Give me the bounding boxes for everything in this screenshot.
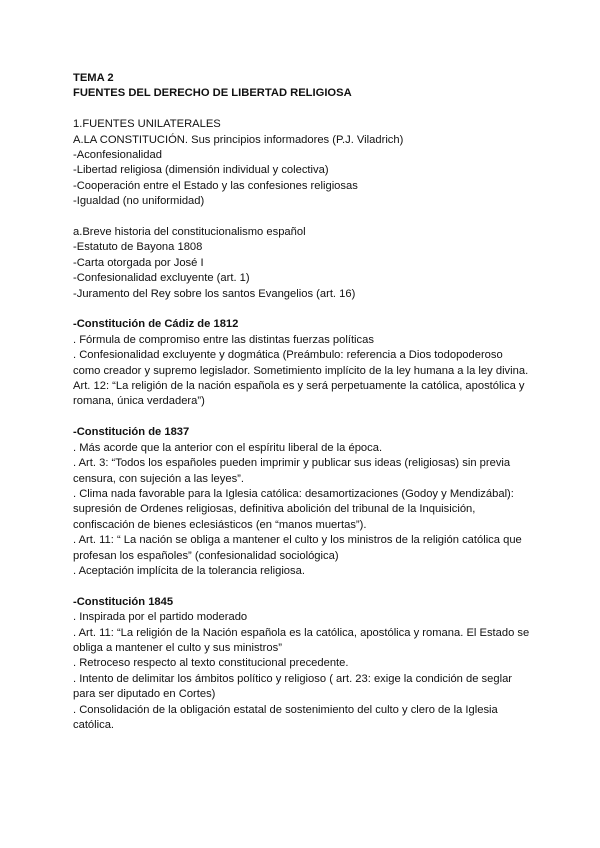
- list-item: -Aconfesionalidad: [73, 149, 162, 162]
- paragraph-line: . Fórmula de compromiso entre las distintas fuerzas políticas: [73, 333, 374, 346]
- paragraph-line: Art. 12: “La religión de la nación española es y será perpetuamente la católica, apostólica y: [73, 380, 525, 393]
- paragraph-line: . Confesionalidad excluyente y dogmática (Preámbulo: referencia a Dios todopoderoso: [73, 349, 503, 362]
- list-item: -Igualdad (no uniformidad): [73, 195, 205, 208]
- list-item: -Cooperación entre el Estado y las confesiones religiosas: [73, 179, 358, 192]
- cadiz-heading: -Constitución de Cádiz de 1812: [73, 318, 239, 331]
- paragraph-line: para ser diputado en Cortes): [73, 688, 216, 701]
- tema-label: TEMA 2: [73, 72, 114, 84]
- history-heading: a.Breve historia del constitucionalismo español: [73, 226, 306, 239]
- paragraph-line: católica.: [73, 718, 115, 731]
- list-item: -Confesionalidad excluyente (art. 1): [73, 272, 250, 285]
- paragraph-line: . Aceptación implícita de la tolerancia religiosa.: [73, 564, 305, 577]
- paragraph-line: obliga a mantener el culto y sus ministros”: [73, 641, 282, 654]
- paragraph-line: . Art. 11: “La religión de la Nación española es la católica, apostólica y romana. El Estado se: [73, 626, 530, 639]
- list-item: -Libertad religiosa (dimensión individual y colectiva): [73, 164, 329, 177]
- paragraph-line: . Más acorde que la anterior con el espíritu liberal de la época.: [73, 441, 383, 454]
- paragraph-line: como creador y supremo legislador. Sometimiento implícito de la ley humana a la ley divina.: [73, 364, 529, 377]
- paragraph-line: . Consolidación de la obligación estatal de sostenimiento del culto y clero de la Iglesia: [73, 703, 498, 716]
- c1845-heading: -Constitución 1845: [73, 595, 174, 608]
- paragraph-line: . Intento de delimitar los ámbitos político y religioso ( art. 23: exige la condición de seglar: [73, 672, 513, 685]
- paragraph-line: confiscación de bienes eclesiásticos (en “manos muertas”).: [73, 518, 367, 531]
- c1837-heading: -Constitución de 1837: [73, 426, 190, 439]
- list-item: -Estatuto de Bayona 1808: [73, 241, 203, 254]
- paragraph-line: . Clima nada favorable para la Iglesia católica: desamortizaciones (Godoy y Mendizábal):: [73, 487, 514, 500]
- paragraph-line: profesan los españoles” (confesionalidad sociológica): [73, 549, 339, 562]
- paragraph-line: . Inspirada por el partido moderado: [73, 611, 248, 624]
- paragraph-line: . Retroceso respecto al texto constitucional precedente.: [73, 657, 349, 670]
- paragraph-line: supresión de Ordenes religiosas, definitiva abolición del tribunal de la Inquisición,: [73, 503, 476, 516]
- paragraph-line: . Art. 3: “Todos los españoles pueden imprimir y publicar sus ideas (religiosas) sin previa: [73, 457, 511, 470]
- page-title: FUENTES DEL DERECHO DE LIBERTAD RELIGIOSA: [73, 87, 352, 100]
- section-heading: 1.FUENTES UNILATERALES: [73, 118, 221, 131]
- section-subheading: A.LA CONSTITUCIÓN. Sus principios informadores (P.J. Viladrich): [73, 133, 404, 146]
- paragraph-line: romana, única verdadera”): [73, 395, 205, 408]
- paragraph-line: . Art. 11: “ La nación se obliga a mantener el culto y los ministros de la religión católica que: [73, 534, 522, 547]
- list-item: -Carta otorgada por José I: [73, 256, 204, 269]
- paragraph-line: censura, con sujeción a las leyes”.: [73, 472, 245, 485]
- list-item: -Juramento del Rey sobre los santos Evangelios (art. 16): [73, 287, 356, 300]
